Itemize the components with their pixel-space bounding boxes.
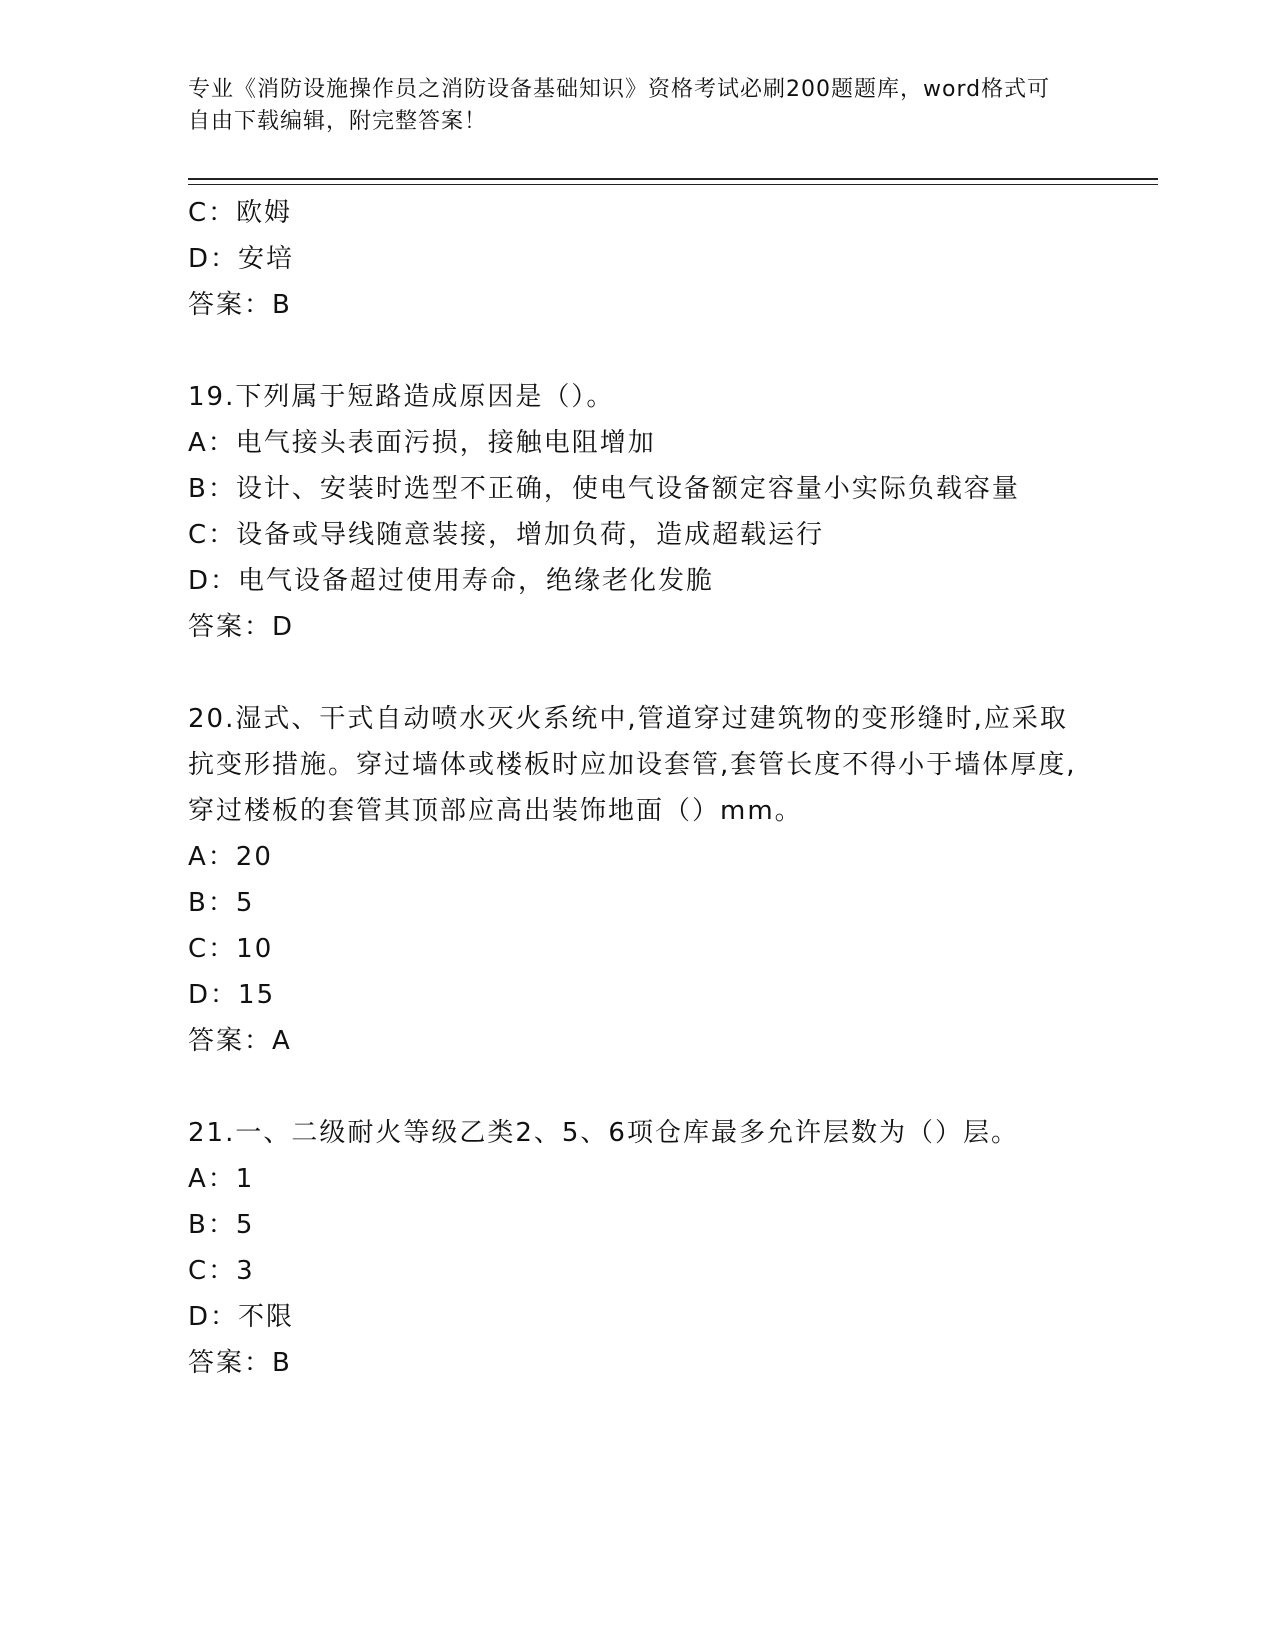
option-d: D：安培 <box>188 244 295 274</box>
answer: 答案：B <box>188 290 292 320</box>
question-stem: 20.湿式、干式自动喷水灭火系统中,管道穿过建筑物的变形缝时,应采取抗变形措施。穿过墙体或楼板时应加设套管,套管长度不得小于墙体厚度,穿过楼板的套管其顶部应高出装饰地面（）mm。 <box>188 704 1077 826</box>
answer: 答案：A <box>188 1026 292 1056</box>
previous-question-fragment <box>188 190 1088 328</box>
question-list <box>188 190 1088 1386</box>
answer: 答案：D <box>188 612 295 642</box>
question-stem: 19.下列属于短路造成原因是（）。 <box>188 382 615 412</box>
option-a: A：20 <box>188 842 273 872</box>
option-b: B：5 <box>188 1210 255 1240</box>
option-b: B：设计、安装时选型不正确，使电气设备额定容量小实际负载容量 <box>188 474 1020 504</box>
option-b: B：5 <box>188 888 255 918</box>
option-d: D：不限 <box>188 1302 295 1332</box>
option-a: A：电气接头表面污损，接触电阻增加 <box>188 428 656 458</box>
option-c: C：欧姆 <box>188 198 293 228</box>
option-c: C：10 <box>188 934 274 964</box>
option-c: C：设备或导线随意装接，增加负荷，造成超载运行 <box>188 520 825 550</box>
option-c: C：3 <box>188 1256 255 1286</box>
document-header: 专业《消防设施操作员之消防设备基础知识》资格考试必刷200题题库，word格式可自由下载编辑，附完整答案！ <box>188 77 1051 134</box>
header-divider <box>188 178 1158 180</box>
option-d: D：电气设备超过使用寿命，绝缘老化发脆 <box>188 566 715 596</box>
question-21 <box>188 1110 1088 1386</box>
option-d: D：15 <box>188 980 276 1010</box>
question-stem: 21.一、二级耐火等级乙类2、5、6项仓库最多允许层数为（）层。 <box>188 1118 1019 1148</box>
option-a: A：1 <box>188 1164 255 1194</box>
header-divider-thin <box>188 184 1158 185</box>
question-20 <box>188 696 1088 1064</box>
question-19 <box>188 374 1088 650</box>
answer: 答案：B <box>188 1348 292 1378</box>
